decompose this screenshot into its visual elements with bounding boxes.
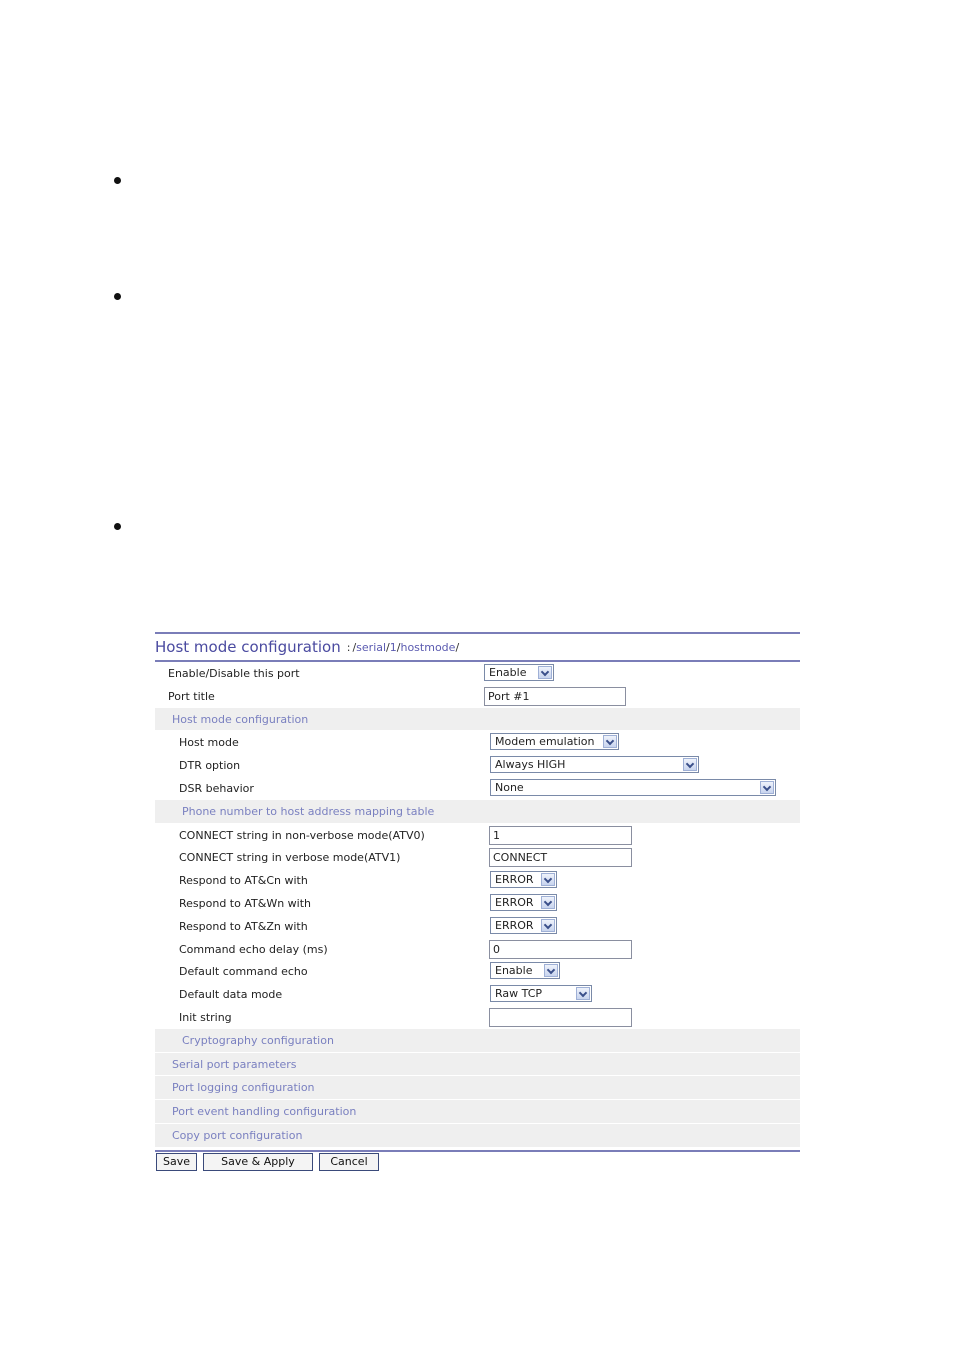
- breadcrumb-hostmode[interactable]: hostmode: [400, 640, 456, 654]
- chevron-down-icon: [544, 964, 558, 977]
- save-apply-button[interactable]: Save & Apply: [203, 1153, 313, 1171]
- section-port-logging[interactable]: Port logging configuration: [155, 1076, 800, 1100]
- chevron-down-icon: [603, 735, 617, 748]
- connect-nonverbose-label: CONNECT string in non-verbose mode(ATV0): [179, 828, 425, 842]
- row-init-string: [155, 1006, 800, 1029]
- port-title-input[interactable]: Port #1: [484, 687, 626, 706]
- dsr-label: DSR behavior: [179, 781, 254, 795]
- enable-label: Enable/Disable this port: [168, 667, 300, 680]
- section-serial-params[interactable]: Serial port parameters: [155, 1053, 800, 1077]
- panel-header: Host mode configuration : / serial / 1 / hostmode /: [155, 632, 800, 662]
- init-string-label: Init string: [179, 1010, 232, 1024]
- panel-title: Host mode configuration: [155, 638, 341, 656]
- connect-verbose-input[interactable]: CONNECT: [489, 848, 632, 867]
- connect-nonverbose-input[interactable]: 1: [489, 826, 632, 845]
- at-zn-select[interactable]: ERROR: [490, 917, 557, 934]
- chevron-down-icon: [538, 666, 552, 679]
- init-string-input[interactable]: [489, 1008, 632, 1027]
- chevron-down-icon: [541, 919, 555, 932]
- port-title-label: Port title: [168, 689, 215, 703]
- echo-delay-label: Command echo delay (ms): [179, 942, 328, 956]
- connect-verbose-label: CONNECT string in verbose mode(ATV1): [179, 851, 401, 865]
- host-mode-label: Host mode: [179, 736, 239, 750]
- section-host-mode[interactable]: Host mode configuration: [155, 708, 800, 732]
- chevron-down-icon: [541, 896, 555, 909]
- row-dtr: [155, 754, 800, 777]
- chevron-down-icon: [760, 781, 774, 794]
- section-port-event[interactable]: Port event handling configuration: [155, 1100, 800, 1124]
- row-host-mode: [155, 731, 800, 754]
- row-at-zn: [155, 915, 800, 938]
- at-wn-label: Respond to AT&Wn with: [179, 896, 311, 910]
- breadcrumb-serial[interactable]: serial: [356, 640, 387, 654]
- bottom-divider: [155, 1150, 800, 1152]
- at-wn-select[interactable]: ERROR: [490, 894, 557, 911]
- cmd-echo-select[interactable]: Enable: [490, 962, 560, 979]
- bullet-3: [114, 523, 121, 530]
- echo-delay-input[interactable]: 0: [489, 940, 632, 959]
- row-echo-delay: [155, 938, 800, 961]
- path-separator: :: [346, 640, 351, 654]
- breadcrumb-port[interactable]: 1: [389, 640, 397, 654]
- section-copy-port[interactable]: Copy port configuration: [155, 1124, 800, 1148]
- row-dsr: [155, 777, 800, 800]
- dsr-select[interactable]: None: [490, 779, 776, 796]
- row-at-cn: [155, 869, 800, 892]
- at-cn-label: Respond to AT&Cn with: [179, 874, 308, 888]
- data-mode-select[interactable]: Raw TCP: [490, 985, 592, 1002]
- row-connect-nonverbose: [155, 824, 800, 847]
- bullet-1: [114, 177, 121, 184]
- chevron-down-icon: [683, 758, 697, 771]
- data-mode-label: Default data mode: [179, 988, 283, 1002]
- section-cryptography[interactable]: Cryptography configuration: [155, 1029, 800, 1053]
- enable-select[interactable]: Enable: [484, 664, 554, 681]
- save-button[interactable]: Save: [156, 1153, 197, 1171]
- row-enable: [155, 662, 800, 685]
- chevron-down-icon: [541, 873, 555, 886]
- host-mode-select[interactable]: Modem emulation: [490, 733, 619, 750]
- host-mode-panel: [155, 632, 800, 1152]
- at-cn-select[interactable]: ERROR: [490, 871, 557, 888]
- row-data-mode: [155, 983, 800, 1006]
- cmd-echo-label: Default command echo: [179, 965, 308, 979]
- section-phone-mapping[interactable]: Phone number to host address mapping table: [155, 800, 800, 824]
- cancel-button[interactable]: Cancel: [319, 1153, 379, 1171]
- row-port-title: [155, 685, 800, 708]
- dtr-label: DTR option: [179, 759, 241, 773]
- row-at-wn: [155, 892, 800, 915]
- dtr-select[interactable]: Always HIGH: [490, 756, 699, 773]
- row-cmd-echo: [155, 960, 800, 983]
- bullet-2: [114, 293, 121, 300]
- at-zn-label: Respond to AT&Zn with: [179, 919, 308, 933]
- chevron-down-icon: [576, 987, 590, 1000]
- row-connect-verbose: [155, 846, 800, 869]
